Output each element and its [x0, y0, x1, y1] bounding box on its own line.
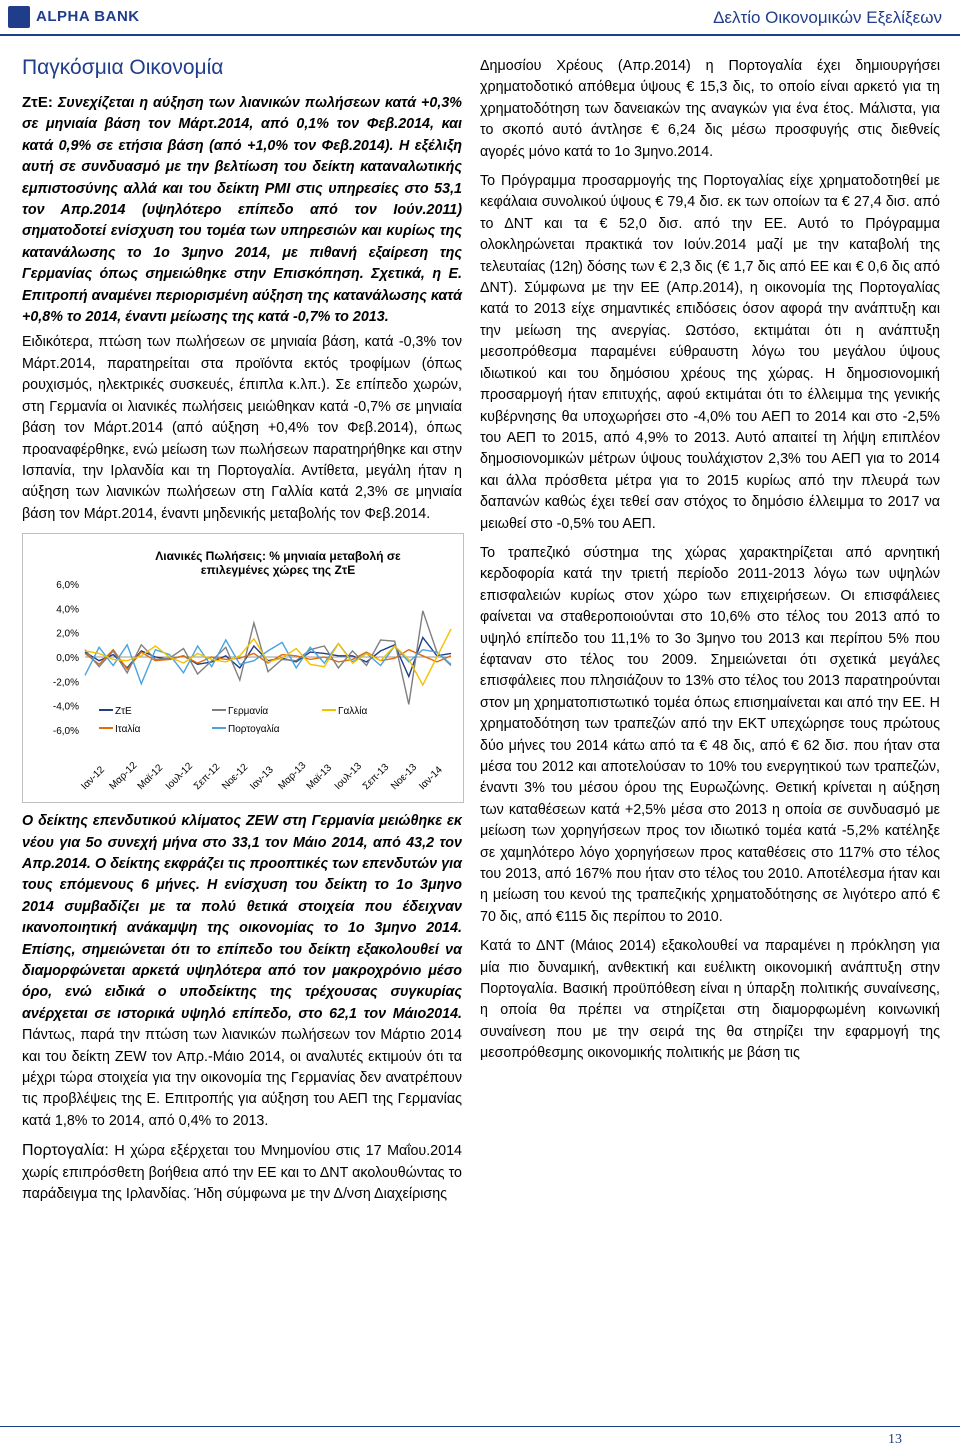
paragraph-imf: Κατά το ΔΝΤ (Μάιος 2014) εξακολουθεί να παραμένει η πρόκληση για μία πιο δυναμική, ανθεκτική και ευέλικτη οικονομική ανάπτυξη στην Πορτογαλία. Βασική προϋπόθεση είναι η ύπαρξη πολιτικής συναίνεσης, η οποία θα πρέπει να στηρίζεται στη διαμορφωμένη κοινωνική συναίνεση που με την σειρά της θα στηρίζει την εφαρμογή της μεσοπρόθεσμης οικονομικής πολιτικής με βάση τις [480, 938, 940, 1062]
eurozone-text: Συνεχίζεται η αύξηση των λιανικών πωλήσεων κατά +0,3% σε μηνιαία βάση τον Μάρτ.2014, από 0,1% τον Φεβ.2014, και κατά 0,9% σε ετήσια βάση (από +1,0% τον Φεβ.2014). Η εξέλιξη αυτή σε συνδυασμό με την βελτίωση του δείκτη καταναλωτικής εμπιστοσύνης αλλά και του δείκτη PMI στις υπηρεσίες στο 53,1 τον Απρ.2014 (υψηλότερο επίπεδο από τον Ιούν.2011) σηματοδοτεί ενίσχυση του τομέα των υπηρεσιών και κυρίως της κατανάλωσης το 1ο 3μηνο 2014, με πιθανή εξαίρεση της Γερμανίας όπως σημειώθηκε στην Επισκόπηση. Σχετικά, η Ε. Επιτροπή αναμένει περιορισμένη αύξηση της κατανάλωσης κατά +0,8% το 2014, έναντι μείωσης της κατά -0,7% το 2013. [22, 95, 462, 326]
zew-bold-text: Ο δείκτης επενδυτικού κλίματος ZEW στη Γερμανία μειώθηκε εκ νέου για 5ο συνεχή μήνα στο 33,1 τον Μάιο 2014, από 43,2 τον Απρ.2014. Ο δείκτης εκφράζει τις προοπτικές των επενδυτών για τους επόμενους 6 μήνες. Η ενίσχυση του δείκτη το 1ο 3μηνο 2014 συμβαδίζει με τα πολύ θετικά στοιχεία που έδειχναν ικανοποιητική ανάκαμψη της οικονομίας το 1ο 3μηνο 2014. Επίσης, σημειώνεται ότι το επίπεδο του δείκτη εξακολουθεί να διαμορφώνεται αρκετά υψηλότερα από τον μακροχρόνιο μέσο όρο, ενώ ειδικά ο υποδείκτης της τρέχουσας συγκυρίας ανέρχεται σε ιστορικά υψηλό επίπεδο, στο 62,1 τον Μάιο2014. [22, 813, 462, 1022]
y-tick-label: 0,0% [56, 653, 79, 665]
paragraph-debt-buffer: Δημοσίου Χρέους (Απρ.2014) η Πορτογαλία έχει δημιουργήσει χρηματοδοτικό απόθεμα ύψους € 15,3 δις, το οποίο είναι αρκετό για τη χρηματοδότηση των δανειακών της αναγκών για ένα έτος. Μάλιστα, για το σκοπό αυτό άντλησε € 6,24 δις μέσω προσφυγής στις διεθνείς αγορές μόνο κατά το 1ο 3μηνο.2014. [480, 58, 940, 160]
eurozone-lead: ΖτΕ: [22, 94, 53, 111]
paragraph-retail: Ειδικότερα, πτώση των πωλήσεων σε μηνιαία βάση, κατά -0,3% τον Μάρτ.2014, παρατηρείται στα προϊόντα εκτός τροφίμων (όπως ρουχισμός, ηλεκτρικές συσκευές, έπιπλα κ.λπ.). Σε επίπεδο χωρών, στη Γερμανία οι λιανικές πωλήσεις μειώθηκαν κατά -0,7% σε μηνιαία βάση τον Μάρτ.2014 (από αύξηση +0,4% τον Φεβ.2014), όπως προαναφέρθηκε, ενώ μείωση των πωλήσεων παρατηρήθηκε και στην Ισπανία, την Ιρλανδία και τη Πορτογαλία. Αντίθετα, μεγάλη ήταν η αύξηση των λιανικών πωλήσεων στη Γαλλία κατά 2,3% σε μηνιαία βάση τον Μάρτ.2014, έναντι μηδενικής μεταβολής τον Φεβ.2014. [22, 334, 462, 522]
paragraph-banking-system: Το τραπεζικό σύστημα της χώρας χαρακτηρίζεται από αρνητική κερδοφορία κατά την τριετή περίοδο 2011-2013 λόγω των υψηλών επισφαλειών κυρίως στον χώρο των επιχειρήσεων. Οι επισφάλειες φαίνεται να σταθεροποιούνται στο 10,6% στο τέλος του 2013 από το υψηλό επίπεδο του 11,1% το 3ο 3μηνο του 2013 και περίπου 5% που έφταναν στο τέλος του 2009. Σημειώνεται ότι σχετικά μεγάλες επισφάλειες που πλησιάζουν το 13% στο τέλος του 2013 παρατηρούνται στον μη χρηματοπιστωτικό τομέα όπως επισημαίνεται και από την ΕΕ. Η χρηματοδότηση των τραπεζών από την ΕΚΤ υπεχώρησε τους πρώτους δύο μήνες του 2014 κάτω από τα € 48 δις, από € 62 δισ. που ήταν στα μέσα του 2012 και αποτελούσαν το 10% του ενεργητικού των τραπεζών, έναντι 3% του μέσου όρου της Ευρωζώνης. Θετική κρίνεται η αύξηση των καταθέσεων κατά +2,5% μέσα στο 2013 η οποία σε συνδυασμό με μείωση των χορηγήσεων προς τον ιδιωτικό τομέα κατά -5,2% κατέληξε σε χαμηλότερο λόγο χορηγήσεων προς καταθέσεις στο 117% στο τέλος του 2013, από 167% που ήταν στο τέλος του 2010. Αποτέλεσμα ήταν και η μείωση του κενού της τραπεζικής χρηματοδότησης σε λιγότερο από € 70 δις, από €115 δις περίπου το 2010. [480, 544, 940, 925]
y-tick-label: -6,0% [52, 726, 79, 738]
x-tick-label: Σεπ-13 [360, 761, 392, 793]
page-header [0, 0, 960, 34]
y-tick-label: 2,0% [56, 628, 79, 640]
page-number: 13 [888, 1432, 902, 1447]
legend-label: Γερμανία [228, 706, 269, 718]
chart-title-line-1: Λιανικές Πωλήσεις: % μηνιαία μεταβολή σε [155, 549, 401, 564]
x-tick-label: Νοε-12 [220, 762, 251, 793]
paragraph-eurozone [22, 92, 462, 328]
footer-divider [0, 1426, 960, 1427]
bulletin-title: Δελτίο Οικονομικών Εξελίξεων [713, 8, 942, 27]
x-tick-label: Ιαν-14 [417, 764, 445, 793]
alphabank-logo-icon [8, 6, 30, 28]
paragraph-adjustment-program: Το Πρόγραμμα προσαρμογής της Πορτογαλίας είχε χρηματοδοτηθεί με κεφάλαια συνολικού ύψους € 79,4 δισ. εκ των οποίων τα € 27,4 δισ. από το ΔΝΤ και τα € 52,0 δισ. από την ΕΕ. Αυτό το Πρόγραμμα ολοκληρώνεται πρακτικά τον Ιούν.2014 μαζί με την καταβολή της τελευταίας (12η) δόσης των € 2,3 δις (€ 1,7 δις από ΕΕ και € 0,6 δις από ΔΝΤ). Σύμφωνα με την ΕΕ (Απρ.2014), η οικονομία της Πορτογαλίας κατά το 2013 είχε σημαντικές επιδόσεις όσον αφορά την ανάπτυξη και την μείωση της ανεργίας. Ωστόσο, εκτιμάται ότι η ανάπτυξη μεσοπρόθεσμα παραμένει εύθραυστη λόγω του μεγάλου ύψους ιδιωτικού και του δημόσιου χρέους της χώρας. Η δημοσιονομική προσαρμογή ήταν επιτυχής, αφού εκτιμάται ότι το έλλειμμα της γενικής κυβέρνησης θα υποχωρήσει στο -4,0% του ΑΕΠ το 2014 και στο -2,5% του ΑΕΠ το 2015, από 4,9% το 2013. Αυτό απαιτεί τη λήψη επιπλέον δημοσιονομικών μέτρων ύψους τουλάχιστον 2,3% του ΑΕΠ για το 2014 και άλλα πρόσθετα μέτρα για το 2015 κυρίως από την πλευρά των δαπανών καθώς έχει τεθεί σαν στόχος το δημόσιο έλλειμμα το 2017 να μειωθεί στο -0,5% του ΑΕΠ. [480, 173, 940, 532]
left-column [22, 56, 462, 1213]
legend-label: Πορτογαλία [228, 724, 280, 736]
portugal-text: Η χώρα εξέρχεται του Μνημονίου στις 17 Μαΐου.2014 χωρίς επιπρόσθετη βοήθεια από την ΕΕ και το ΔΝΤ ακολουθώντας το παράδειγμα της Ιρλανδίας. Ήδη σύμφωνα με την Δ/νση Διαχείρισης [22, 1143, 462, 1203]
y-tick-label: -4,0% [52, 701, 79, 713]
x-tick-label: Ιαν-12 [79, 764, 107, 793]
y-tick-label: 6,0% [56, 580, 79, 592]
x-tick-label: Μαϊ-13 [304, 762, 335, 793]
x-tick-label: Ιουλ-13 [332, 760, 365, 793]
legend-label: ΖτΕ [115, 706, 132, 718]
brand-logo-text: ALPHA BANK [36, 8, 140, 25]
portugal-lead: Πορτογαλία: [22, 1142, 109, 1160]
paragraph-portugal [22, 1140, 462, 1205]
retail-sales-chart-svg [23, 534, 463, 802]
x-tick-label: Νοε-13 [389, 762, 420, 793]
y-tick-label: -2,0% [52, 677, 79, 689]
x-tick-label: Σεπ-12 [191, 761, 223, 793]
header-divider [0, 34, 960, 36]
x-tick-label: Ιουλ-12 [163, 760, 196, 793]
zew-plain-text: Πάντως, παρά την πτώση των λιανικών πωλήσεων τον Μάρτιο 2014 και του δείκτη ZEW τον Απρ.-Μάιο 2014, οι αναλυτές εκτιμούν ότι τα μέχρι τώρα στοιχεία για την οικονομία της Γερμανίας δεν ανατρέπουν τις προβλέψεις της Ε. Επιτροπής για αύξηση του ΑΕΠ της Γερμανίας κατά 1,8% το 2014, από 0,4% το 2013. [22, 1027, 462, 1129]
legend-label: Ιταλία [115, 724, 141, 736]
chart-title-line-2: επιλεγμένες χώρες της ΖτΕ [200, 563, 356, 578]
x-tick-label: Μαρ-12 [107, 760, 140, 793]
section-title: Παγκόσμια Οικονομία [22, 56, 224, 79]
retail-sales-chart [22, 533, 464, 803]
x-tick-label: Μαϊ-12 [135, 762, 166, 793]
x-tick-label: Μαρ-13 [276, 760, 309, 793]
x-tick-label: Ιαν-13 [248, 764, 276, 793]
y-tick-label: 4,0% [56, 604, 79, 616]
paragraph-zew [22, 811, 462, 1132]
legend-label: Γαλλία [338, 706, 368, 718]
right-column [480, 56, 940, 1073]
